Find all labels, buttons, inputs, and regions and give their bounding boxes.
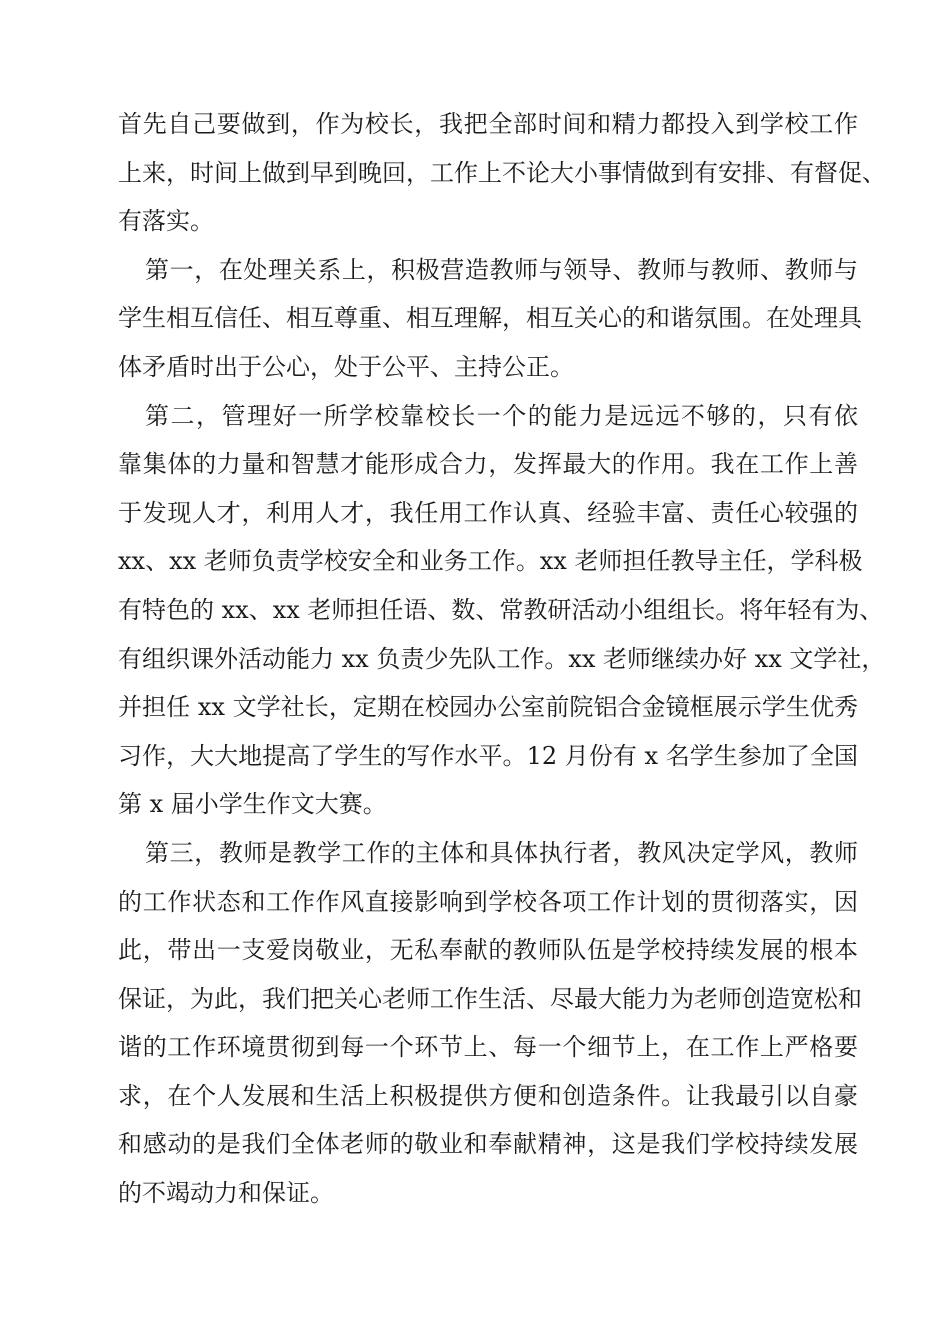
- text-line: 的不竭动力和保证。: [118, 1179, 334, 1208]
- text-line: 并担任 xx 文学社长，定期在校园办公室前院铝合金镜框展示学生优秀: [118, 693, 858, 722]
- text-line: 求，在个人发展和生活上积极提供方便和创造条件。让我最引以自豪: [118, 1081, 858, 1110]
- text-line: 有特色的 xx、xx 老师担任语、数、常教研活动小组组长。将年轻有为、: [118, 595, 884, 624]
- text-line: 上来，时间上做到早到晚回，工作上不论大小事情做到有安排、有督促、: [118, 158, 886, 187]
- paragraph-third: [118, 829, 862, 1218]
- text-line: xx、xx 老师负责学校安全和业务工作。xx 老师担任教导主任，学科极: [118, 547, 863, 576]
- text-line: 此，带出一支爱岗敬业，无私奉献的教师队伍是学校持续发展的根本: [118, 936, 858, 965]
- text-line: 第 x 届小学生作文大赛。: [118, 790, 387, 819]
- paragraph-second: [118, 392, 886, 829]
- text-line: 于发现人才，利用人才，我任用工作认真、经验丰富、责任心较强的: [118, 498, 858, 527]
- text-line: 体矛盾时出于公心，处于公平、主持公正。: [118, 352, 574, 381]
- text-line: 第三，教师是教学工作的主体和具体执行者，教风决定学风，教师: [145, 838, 858, 867]
- text-line: 有组织课外活动能力 xx 负责少先队工作。xx 老师继续办好 xx 文学社，: [118, 644, 886, 673]
- text-line: 保证，为此，我们把关心老师工作生活、尽最大能力为老师创造宽松和: [118, 984, 862, 1013]
- document-body: [118, 100, 886, 1218]
- text-line: 学生相互信任、相互尊重、相互理解，相互关心的和谐氛围。在处理具: [118, 304, 862, 333]
- text-line: 第一，在处理关系上，积极营造教师与领导、教师与教师、教师与: [145, 255, 858, 284]
- text-line: 有落实。: [118, 207, 214, 236]
- text-line: 习作，大大地提高了学生的写作水平。12 月份有 x 名学生参加了全国: [118, 741, 858, 770]
- text-line: 第二，管理好一所学校靠校长一个的能力是远远不够的，只有依: [145, 401, 858, 430]
- text-line: 谐的工作环境贯彻到每一个环节上、每一个细节上，在工作上严格要: [118, 1033, 858, 1062]
- paragraph-first: [118, 246, 862, 392]
- paragraph-intro: [118, 100, 886, 246]
- text-line: 靠集体的力量和智慧才能形成合力，发挥最大的作用。我在工作上善: [118, 450, 858, 479]
- text-line: 首先自己要做到，作为校长，我把全部时间和精力都投入到学校工作: [118, 110, 858, 138]
- text-line: 的工作状态和工作作风直接影响到学校各项工作计划的贯彻落实，因: [118, 887, 858, 916]
- text-line: 和感动的是我们全体老师的敬业和奉献精神，这是我们学校持续发展: [118, 1130, 858, 1159]
